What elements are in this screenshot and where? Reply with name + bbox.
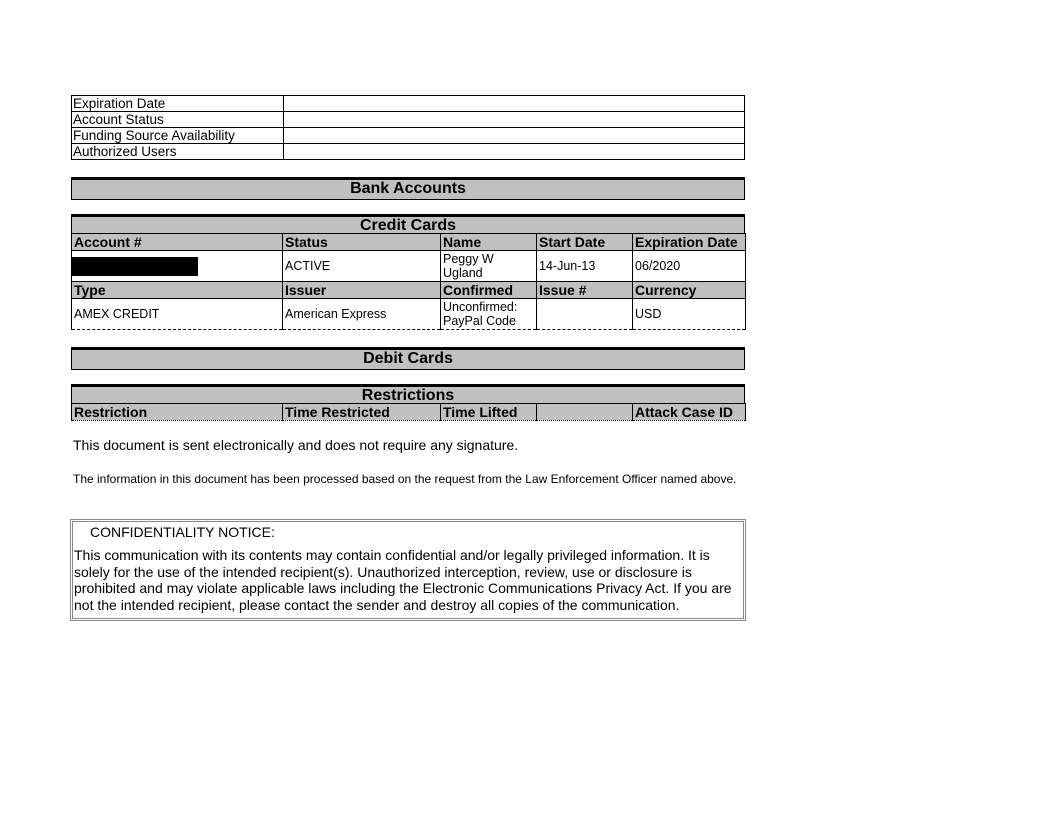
confidentiality-notice	[70, 519, 746, 621]
info-label: Funding Source Availability	[72, 128, 284, 144]
info-value	[284, 96, 745, 112]
table-row	[72, 251, 746, 282]
info-row	[72, 96, 745, 112]
column-header: Start Date	[537, 234, 633, 251]
restrictions-header-row	[72, 404, 746, 421]
column-header: Time Lifted	[441, 404, 537, 421]
redaction-box	[72, 257, 198, 276]
name-line: Peggy W	[443, 252, 494, 266]
column-header: Account #	[72, 234, 283, 251]
name-line: Ugland	[443, 266, 483, 280]
notice-title: CONFIDENTIALITY NOTICE:	[90, 524, 275, 540]
issuer-cell: American Express	[283, 299, 441, 330]
credit-cards-header-row	[72, 234, 746, 251]
info-label: Authorized Users	[72, 144, 284, 160]
column-header: Restriction	[72, 404, 283, 421]
restrictions-header: Restrictions	[71, 384, 745, 404]
processing-statement: The information in this document has been processed based on the request from the Law Enforcement Officer named above.	[73, 472, 737, 486]
column-header: Expiration Date	[633, 234, 746, 251]
credit-cards-header: Credit Cards	[71, 214, 745, 234]
column-header	[537, 404, 633, 421]
issue-number-cell	[537, 299, 633, 330]
credit-cards-header-row	[72, 282, 746, 299]
bank-accounts-header: Bank Accounts	[71, 177, 745, 200]
info-row	[72, 144, 745, 160]
signature-statement: This document is sent electronically and does not require any signature.	[73, 437, 519, 453]
info-value	[284, 128, 745, 144]
type-cell: AMEX CREDIT	[72, 299, 283, 330]
info-label: Expiration Date	[72, 96, 284, 112]
column-header: Issuer	[283, 282, 441, 299]
currency-cell: USD	[633, 299, 746, 330]
column-header: Issue #	[537, 282, 633, 299]
column-header: Time Restricted	[283, 404, 441, 421]
column-header: Currency	[633, 282, 746, 299]
confirmed-line: PayPal Code	[443, 314, 516, 328]
name-cell	[441, 251, 537, 282]
notice-body: This communication with its contents may contain confidential and/or legally privileged information. It is solely for the use of the intended recipient(s). Unauthorized interception, review, use or disclosure is prohibited and may violate applicable laws including the Electronic Communications Privacy Act. If you are not the intended recipient, please contact the sender and destroy all copies of the communication.	[74, 547, 732, 613]
info-value	[284, 112, 745, 128]
info-row	[72, 128, 745, 144]
restrictions-table	[71, 403, 746, 421]
column-header: Confirmed	[441, 282, 537, 299]
status-cell: ACTIVE	[283, 251, 441, 282]
start-date-cell: 14-Jun-13	[537, 251, 633, 282]
info-row	[72, 112, 745, 128]
table-row	[72, 299, 746, 330]
column-header: Attack Case ID	[633, 404, 746, 421]
confirmed-cell	[441, 299, 537, 330]
credit-cards-table	[71, 233, 746, 330]
expiration-date-cell: 06/2020	[633, 251, 746, 282]
column-header: Type	[72, 282, 283, 299]
debit-cards-header: Debit Cards	[71, 347, 745, 370]
account-info-table	[71, 95, 745, 160]
column-header: Status	[283, 234, 441, 251]
column-header: Name	[441, 234, 537, 251]
account-number-cell	[72, 251, 283, 282]
info-value	[284, 144, 745, 160]
info-label: Account Status	[72, 112, 284, 128]
confirmed-line: Unconfirmed:	[443, 300, 518, 314]
